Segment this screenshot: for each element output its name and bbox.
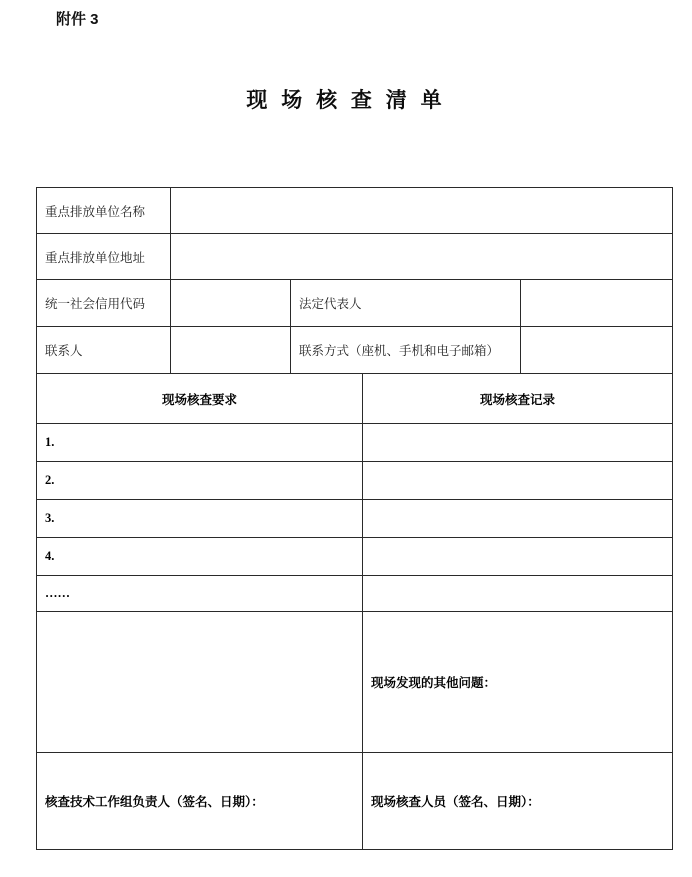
checklist-item-number: 4. (37, 538, 363, 576)
checklist-item-row (37, 424, 673, 462)
checklist-item-row (37, 462, 673, 500)
attachment-label: 附件 3 (56, 11, 99, 28)
records-header: 现场核查记录 (363, 374, 673, 424)
checklist-item-number: 3. (37, 500, 363, 538)
checklist-item-row (37, 538, 673, 576)
contact-row (37, 327, 673, 374)
checklist-item-number: 2. (37, 462, 363, 500)
unit-address-row (37, 234, 673, 280)
checklist-item-record-cell (363, 500, 673, 538)
unit-name-label: 重点排放单位名称 (37, 188, 171, 234)
unit-name-row (37, 188, 673, 234)
checklist-ellipsis: …… (37, 576, 363, 612)
other-issues-label: 现场发现的其他问题： (363, 612, 673, 753)
checklist-item-record-cell (363, 538, 673, 576)
checklist-ellipsis-row (37, 576, 673, 612)
checklist-item-record-cell (363, 576, 673, 612)
onsite-personnel-signature-label: 现场核查人员（签名、日期）： (363, 753, 673, 850)
unit-address-label: 重点排放单位地址 (37, 234, 171, 280)
checklist-item-row (37, 500, 673, 538)
checklist-header-row (37, 374, 673, 424)
contact-method-label: 联系方式（座机、手机和电子邮箱） (291, 327, 521, 374)
signature-row (37, 753, 673, 850)
unit-address-value-cell (171, 234, 673, 280)
contact-method-value-cell (521, 327, 673, 374)
tech-group-leader-signature-label: 核查技术工作组负责人（签名、日期）： (37, 753, 363, 850)
credit-code-label: 统一社会信用代码 (37, 280, 171, 327)
legal-rep-value-cell (521, 280, 673, 327)
checklist-item-record-cell (363, 462, 673, 500)
contact-label: 联系人 (37, 327, 171, 374)
verification-form-table (36, 187, 673, 850)
contact-value-cell (171, 327, 291, 374)
checklist-item-number: 1. (37, 424, 363, 462)
other-issues-row (37, 612, 673, 753)
other-issues-left-cell (37, 612, 363, 753)
requirements-header: 现场核查要求 (37, 374, 363, 424)
unit-name-value-cell (171, 188, 673, 234)
credit-code-value-cell (171, 280, 291, 327)
credit-code-row (37, 280, 673, 327)
legal-rep-label: 法定代表人 (291, 280, 521, 327)
page-title: 现 场 核 查 清 单 (246, 89, 446, 112)
checklist-item-record-cell (363, 424, 673, 462)
